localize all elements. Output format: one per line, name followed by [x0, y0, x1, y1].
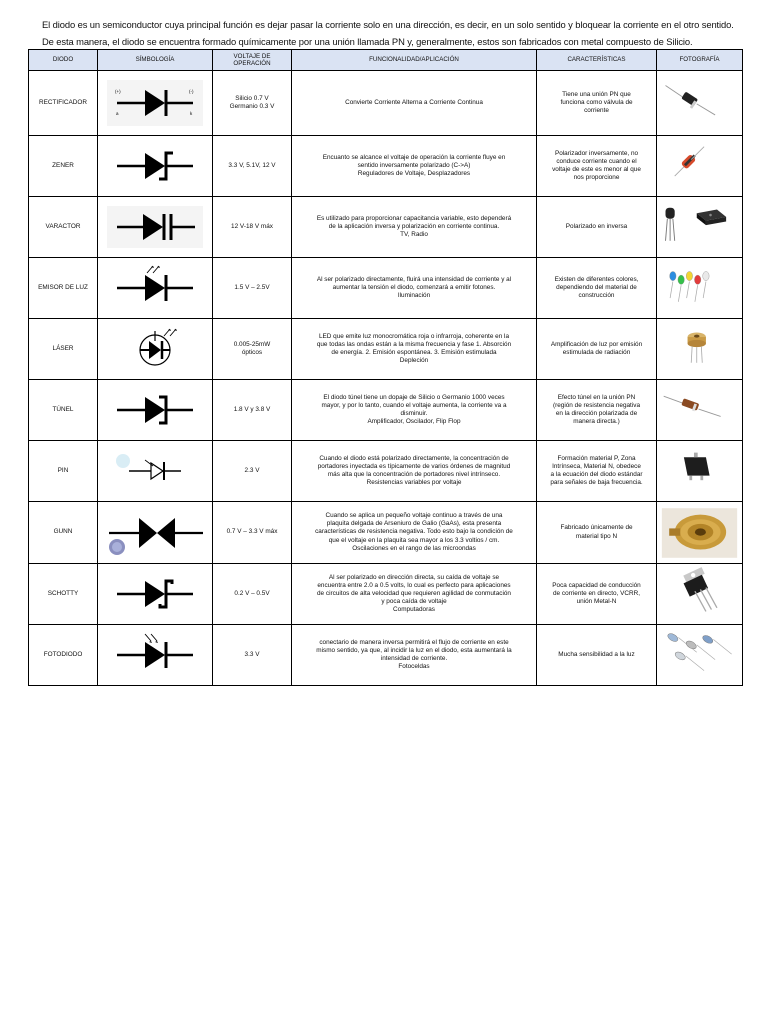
function-line: intensidad de corriente. — [380, 655, 448, 662]
features-cell — [537, 71, 657, 136]
voltage-cell — [213, 625, 292, 686]
function-line: que el voltaje en la plaquita sea mayor a los 3.3 voltios / cm. — [328, 536, 500, 544]
symbol-cell — [98, 380, 213, 441]
diode-name: RECTIFICADOR — [29, 71, 98, 136]
function-line: Encuanto se alcance el voltaje de operación la corriente fluye en — [322, 153, 506, 161]
function-line: de energía. 2. Emisión espontánea. 3. Emisión estimulada — [331, 349, 497, 356]
voltage-cell — [213, 71, 292, 136]
features-cell — [537, 258, 657, 319]
voltage-cell — [213, 564, 292, 625]
features-cell — [537, 197, 657, 258]
function-line: y poca caída de voltaje — [381, 598, 447, 606]
features-line: (región de resistencia negativa — [552, 401, 641, 409]
features-line: Polarizador inversamente, no — [554, 149, 639, 157]
function-line: portadores inyectada es típicamente de varios órdenes de magnitud — [317, 462, 511, 470]
function-line: Al ser polarizado en dirección directa, su caída de voltaje se — [328, 573, 500, 581]
voltage-line: Germanio 0.3 V — [229, 103, 275, 110]
symbol-cell — [98, 136, 213, 197]
diode-name: VARACTOR — [29, 197, 98, 258]
diode-name: LÁSER — [29, 319, 98, 380]
features-line: Formación material P, Zona — [557, 454, 636, 462]
function-cell — [292, 319, 537, 380]
function-line: sentido inversamente polarizado (C->A) — [357, 161, 471, 169]
features-line: conduce corriente cuando el — [556, 157, 637, 165]
features-line: de corriente en directo, VCRR, — [552, 589, 641, 597]
features-cell — [537, 441, 657, 502]
photo-cell — [657, 71, 743, 136]
features-line: construcción — [578, 292, 615, 300]
voltage-cell — [213, 197, 292, 258]
table-row — [29, 502, 743, 564]
intro-line-2: De esta manera, el diodo se encuentra formado químicamente por una unión llamada PN y, generalmente, estos son fabricados con metal compuesto de Silicio. — [42, 36, 693, 47]
photodiode-symbol-icon — [107, 632, 203, 678]
photo-cell — [657, 502, 743, 564]
function-line: de circuitos de alta velocidad que requieren agilidad de conmutación — [317, 589, 511, 597]
function-line: aumentar la tensión el diodo, comenzará a emitir fotones. — [332, 283, 496, 291]
features-line: Intrínseca, Material N, obedece — [552, 462, 641, 470]
symbol-cell — [98, 625, 213, 686]
function-line: Cuando se aplica un pequeño voltaje continuo a través de una — [325, 512, 503, 520]
header-diodo: DIODO — [29, 50, 98, 71]
function-cell — [292, 441, 537, 502]
gunn-diode-photo — [660, 504, 739, 562]
photo-cell — [657, 197, 743, 258]
table-row — [29, 441, 743, 502]
features-cell — [537, 625, 657, 686]
laser-diode-photo — [660, 320, 739, 378]
voltage-line: Silicio 0.7 V — [235, 94, 269, 102]
features-line: Fabricado únicamente de — [560, 524, 633, 532]
features-cell — [537, 136, 657, 197]
voltage-line: 1.5 V – 2.5V — [234, 283, 270, 291]
photo-cell — [657, 136, 743, 197]
voltage-line: ópticos — [241, 349, 263, 356]
voltage-cell — [213, 319, 292, 380]
led-photo — [660, 259, 739, 317]
varactor-symbol-icon — [107, 204, 203, 250]
function-line: Fotoceldas — [398, 663, 430, 671]
voltage-line: 3.3 V — [244, 650, 260, 658]
features-line: Polarizado en inversa — [565, 222, 628, 230]
features-line: manera directa.) — [573, 418, 620, 426]
features-line: para señales de baja frecuencia. — [550, 479, 643, 487]
diode-name: SCHOTTY — [29, 564, 98, 625]
function-line: Es utilizado para proporcionar capacitancia variable, esto dependerá — [316, 214, 512, 222]
symbol-cell — [98, 441, 213, 502]
function-cell — [292, 502, 537, 564]
function-line: mismo sentido, ya que, al incidir la luz en el diodo, esta aumentará la — [316, 646, 512, 654]
function-cell — [292, 564, 537, 625]
function-line: disminuir. — [400, 410, 428, 417]
photo-cell — [657, 258, 743, 319]
features-line: unión Metal-N — [576, 598, 617, 606]
led-symbol-icon — [107, 265, 203, 311]
photo-cell — [657, 564, 743, 625]
features-line: Tiene una unión PN que — [562, 90, 631, 98]
intro-line-1: El diodo es un semiconductor cuya principal función es dejar pasar la corriente solo en una dirección, es decir, en un solo sentido y bloquear la corriente en el otro sentido. — [42, 19, 734, 30]
zener-symbol-icon — [107, 143, 203, 189]
function-line: Cuando el diodo está polarizado directamente, la concentración de — [319, 454, 509, 462]
diode-name: TÚNEL — [29, 380, 98, 441]
table-row — [29, 319, 743, 380]
function-line: que todas las ondas están a la misma frecuencia y fase 1. Absorción — [316, 340, 512, 348]
function-line: Resistencias variables por voltaje — [366, 479, 462, 487]
features-line: funciona como válvula de — [560, 98, 633, 106]
function-line: Computadoras — [393, 606, 435, 614]
function-line: TV, Radio — [400, 231, 428, 239]
features-line: a la ecuación del diodo estándar — [550, 471, 643, 478]
schottky-symbol-icon — [107, 571, 203, 617]
features-line: Existen de diferentes colores, — [554, 275, 639, 283]
schottky-photo — [660, 565, 739, 623]
function-line: Depleción — [399, 357, 429, 365]
function-cell — [292, 71, 537, 136]
features-line: en la dirección polarizada de — [555, 410, 638, 417]
features-line: Amplificación de luz por emisión — [550, 340, 643, 348]
diode-table — [28, 49, 743, 686]
table-row — [29, 564, 743, 625]
voltage-line: 0.7 V – 3.3 V máx — [226, 528, 278, 536]
voltage-cell — [213, 258, 292, 319]
function-cell — [292, 625, 537, 686]
function-line: plaquita delgada de Arseniuro de Galio (GaAs), esta presenta — [326, 520, 502, 528]
function-line: Oscilaciones en el rango de las microondas — [352, 544, 476, 552]
features-line: estimulada de radiación — [562, 349, 631, 356]
pin-symbol-icon — [107, 448, 203, 494]
photo-cell — [657, 380, 743, 441]
tunnel-diode-photo — [660, 381, 739, 439]
diode-name: ZENER — [29, 136, 98, 197]
header-funcionalidad: FUNCIONALIDAD/APLICACIÓN — [292, 50, 537, 71]
function-line: de la aplicación inversa y polarización en corriente continua. — [328, 222, 500, 230]
function-line: Al ser polarizado directamente, fluirá una intensidad de corriente y al — [316, 275, 512, 283]
table-row — [29, 258, 743, 319]
function-line: El diodo túnel tiene un dopaje de Silicio o Germanio 1000 veces — [323, 393, 505, 401]
features-line: corriente — [584, 107, 609, 115]
voltage-line: 0.005-25mW — [233, 340, 271, 348]
features-line: Efecto túnel en la unión PN — [557, 393, 636, 401]
function-line: características de resistencia negativa. Todo esto bajo la condición de — [315, 528, 513, 536]
diode-symbol-icon — [107, 80, 203, 126]
photo-cell — [657, 319, 743, 380]
header-simbologia: SÍMBOLOGÍA — [98, 50, 213, 71]
diode-name: EMISOR DE LUZ — [29, 258, 98, 319]
function-cell — [292, 258, 537, 319]
features-line: Poca capacidad de conducción — [552, 581, 641, 589]
voltage-cell — [213, 380, 292, 441]
voltage-line: 0.2 V – 0.5V — [234, 589, 270, 597]
cathode-minus-mark: (-) — [189, 89, 194, 94]
table-row — [29, 380, 743, 441]
voltage-cell — [213, 502, 292, 564]
table-row — [29, 197, 743, 258]
rectifier-diode-photo — [660, 74, 739, 132]
function-line: Iluminación — [397, 292, 431, 300]
photo-cell — [657, 441, 743, 502]
header-caracteristicas: CARACTERÍSTICAS — [537, 50, 657, 71]
table-header-row — [29, 50, 743, 71]
function-line: encuentra entre 2.0 a 0.5 volts, lo cual es perfecto para aplicaciones — [317, 581, 511, 589]
zener-diode-photo — [660, 137, 739, 195]
voltage-cell — [213, 441, 292, 502]
symbol-cell — [98, 502, 213, 564]
tunnel-symbol-icon — [107, 387, 203, 433]
features-line: Mucha sensibilidad a la luz — [558, 650, 635, 658]
pin-diode-photo — [660, 442, 739, 500]
features-line: dependiendo del material de — [556, 283, 637, 291]
function-cell — [292, 197, 537, 258]
symbol-cell — [98, 197, 213, 258]
voltage-cell — [213, 136, 292, 197]
header-voltaje: VOLTAJE DE OPERACIÓN — [213, 50, 292, 71]
function-cell — [292, 136, 537, 197]
voltage-line: 2.3 V — [244, 466, 260, 474]
table-row — [29, 625, 743, 686]
voltage-line: 3.3 V, 5.1V, 12 V — [228, 161, 276, 169]
diode-name: FOTODIODO — [29, 625, 98, 686]
features-cell — [537, 502, 657, 564]
features-line: material tipo N — [575, 532, 618, 540]
header-fotografia: FOTOGRAFÍA — [657, 50, 743, 71]
function-cell — [292, 380, 537, 441]
table-row — [29, 136, 743, 197]
symbol-cell — [98, 258, 213, 319]
diode-name: PIN — [29, 441, 98, 502]
anode-a-mark: a — [116, 111, 119, 116]
function-line: Convierte Corriente Alterna a Corriente Continua — [345, 98, 483, 106]
voltage-line: 12 V-18 V máx — [231, 222, 273, 230]
function-line: Reguladores de Voltaje, Desplazadores — [357, 170, 471, 178]
function-line: conectario de manera inversa permitirá el flujo de corriente en este — [319, 638, 509, 646]
gunn-symbol-icon — [105, 510, 205, 556]
laser-symbol-icon — [107, 326, 203, 372]
function-line: Amplificador, Oscilador, Flip Flop — [367, 418, 461, 426]
table-row — [29, 71, 743, 136]
features-cell — [537, 319, 657, 380]
cathode-k-mark: k — [190, 111, 193, 116]
symbol-cell — [98, 564, 213, 625]
photodiode-photo — [660, 626, 739, 684]
features-line: nos proporcione — [573, 174, 620, 182]
function-line: mayor, y por lo tanto, cuando el voltaje aumenta, la corriente va a — [321, 401, 507, 409]
intro-text — [42, 16, 742, 50]
features-line: voltaje de este es menor al que — [552, 166, 641, 173]
voltage-line: 1.8 V y 3.8 V — [233, 405, 271, 413]
varactor-photo — [660, 198, 739, 256]
symbol-cell — [98, 319, 213, 380]
symbol-cell — [98, 71, 213, 136]
features-cell — [537, 564, 657, 625]
anode-plus-mark: (+) — [115, 89, 121, 94]
function-line: más alta que la concentración de portadores nivel intrínseco. — [327, 471, 501, 478]
photo-cell — [657, 625, 743, 686]
features-cell — [537, 380, 657, 441]
function-line: LED que emite luz monocromática roja o infrarroja, coherente en la — [318, 332, 510, 340]
diode-name: GUNN — [29, 502, 98, 564]
